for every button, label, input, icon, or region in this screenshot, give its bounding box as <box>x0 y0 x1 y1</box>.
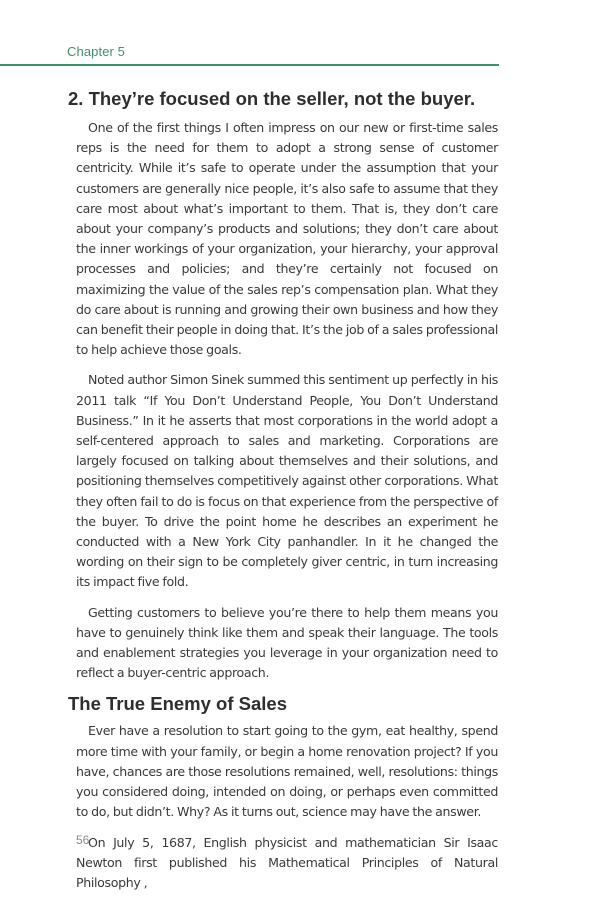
subsection-heading: The True Enemy of Sales <box>68 693 287 715</box>
header-divider <box>0 64 499 66</box>
paragraph: One of the first things I often impress on our new or first-time sales reps is the need for them to adopt a strong sense of customer centricity. While it’s safe to operate under the assumption that your customers are generally nice people, it’s also safe to assume that they care most about what’s important to them. That is, they don’t care about your company’s products and solutions; they don’t care about the inner workings of your organization, your hierarchy, your approval processes and policies; and they’re certainly not focused on maximizing the value of the sales rep’s compensation plan. What they do care about is running and growing their own business and how they can benefit their people in doing that. It’s the job of a sales professional to help achieve those goals. <box>76 120 498 358</box>
paragraph: Noted author Simon Sinek summed this sentiment up perfectly in his 2011 talk “If You Don’t Understand People, You Don’t Understand Business.” In it he asserts that most corporations in the world adopt a self-centered approach to sales and marketing. Corporations are largely focused on talking about themselves and their solutions, and positioning themselves competitively against other corporations. What they often fail to do is focus on that experience from the perspective of the buyer. To drive the point home he describes an experiment he conducted with a New York City panhandler. In it he changed the wording on their sign to be completely giver centric, in turn increasing its impact five fold. <box>76 372 498 590</box>
section-heading: 2. They’re focused on the seller, not the buyer. <box>68 88 476 109</box>
page-number: 56 <box>76 833 90 847</box>
paragraph: Ever have a resolution to start going to the gym, eat healthy, spend more time with your family, or begin a home renovation project? If you have, chances are those resolutions remained, well, resolutions: things you considered doing, intended on doing, or perhaps even committed to do, but didn’t. Why? As it turns out, science may have the answer. <box>76 723 498 820</box>
paragraph: Getting customers to believe you’re there to help them means you have to genuinely think like them and speak their language. The tools and enablement strategies you leverage in your organization need to reflect a buyer-centric approach. <box>76 604 498 681</box>
chapter-label: Chapter 5 <box>67 44 125 59</box>
page-body <box>68 88 498 903</box>
paragraph: On July 5, 1687, English physicist and mathematician Sir Isaac Newton first published his Mathematical Principles of Natural Philosophy , <box>76 834 498 890</box>
